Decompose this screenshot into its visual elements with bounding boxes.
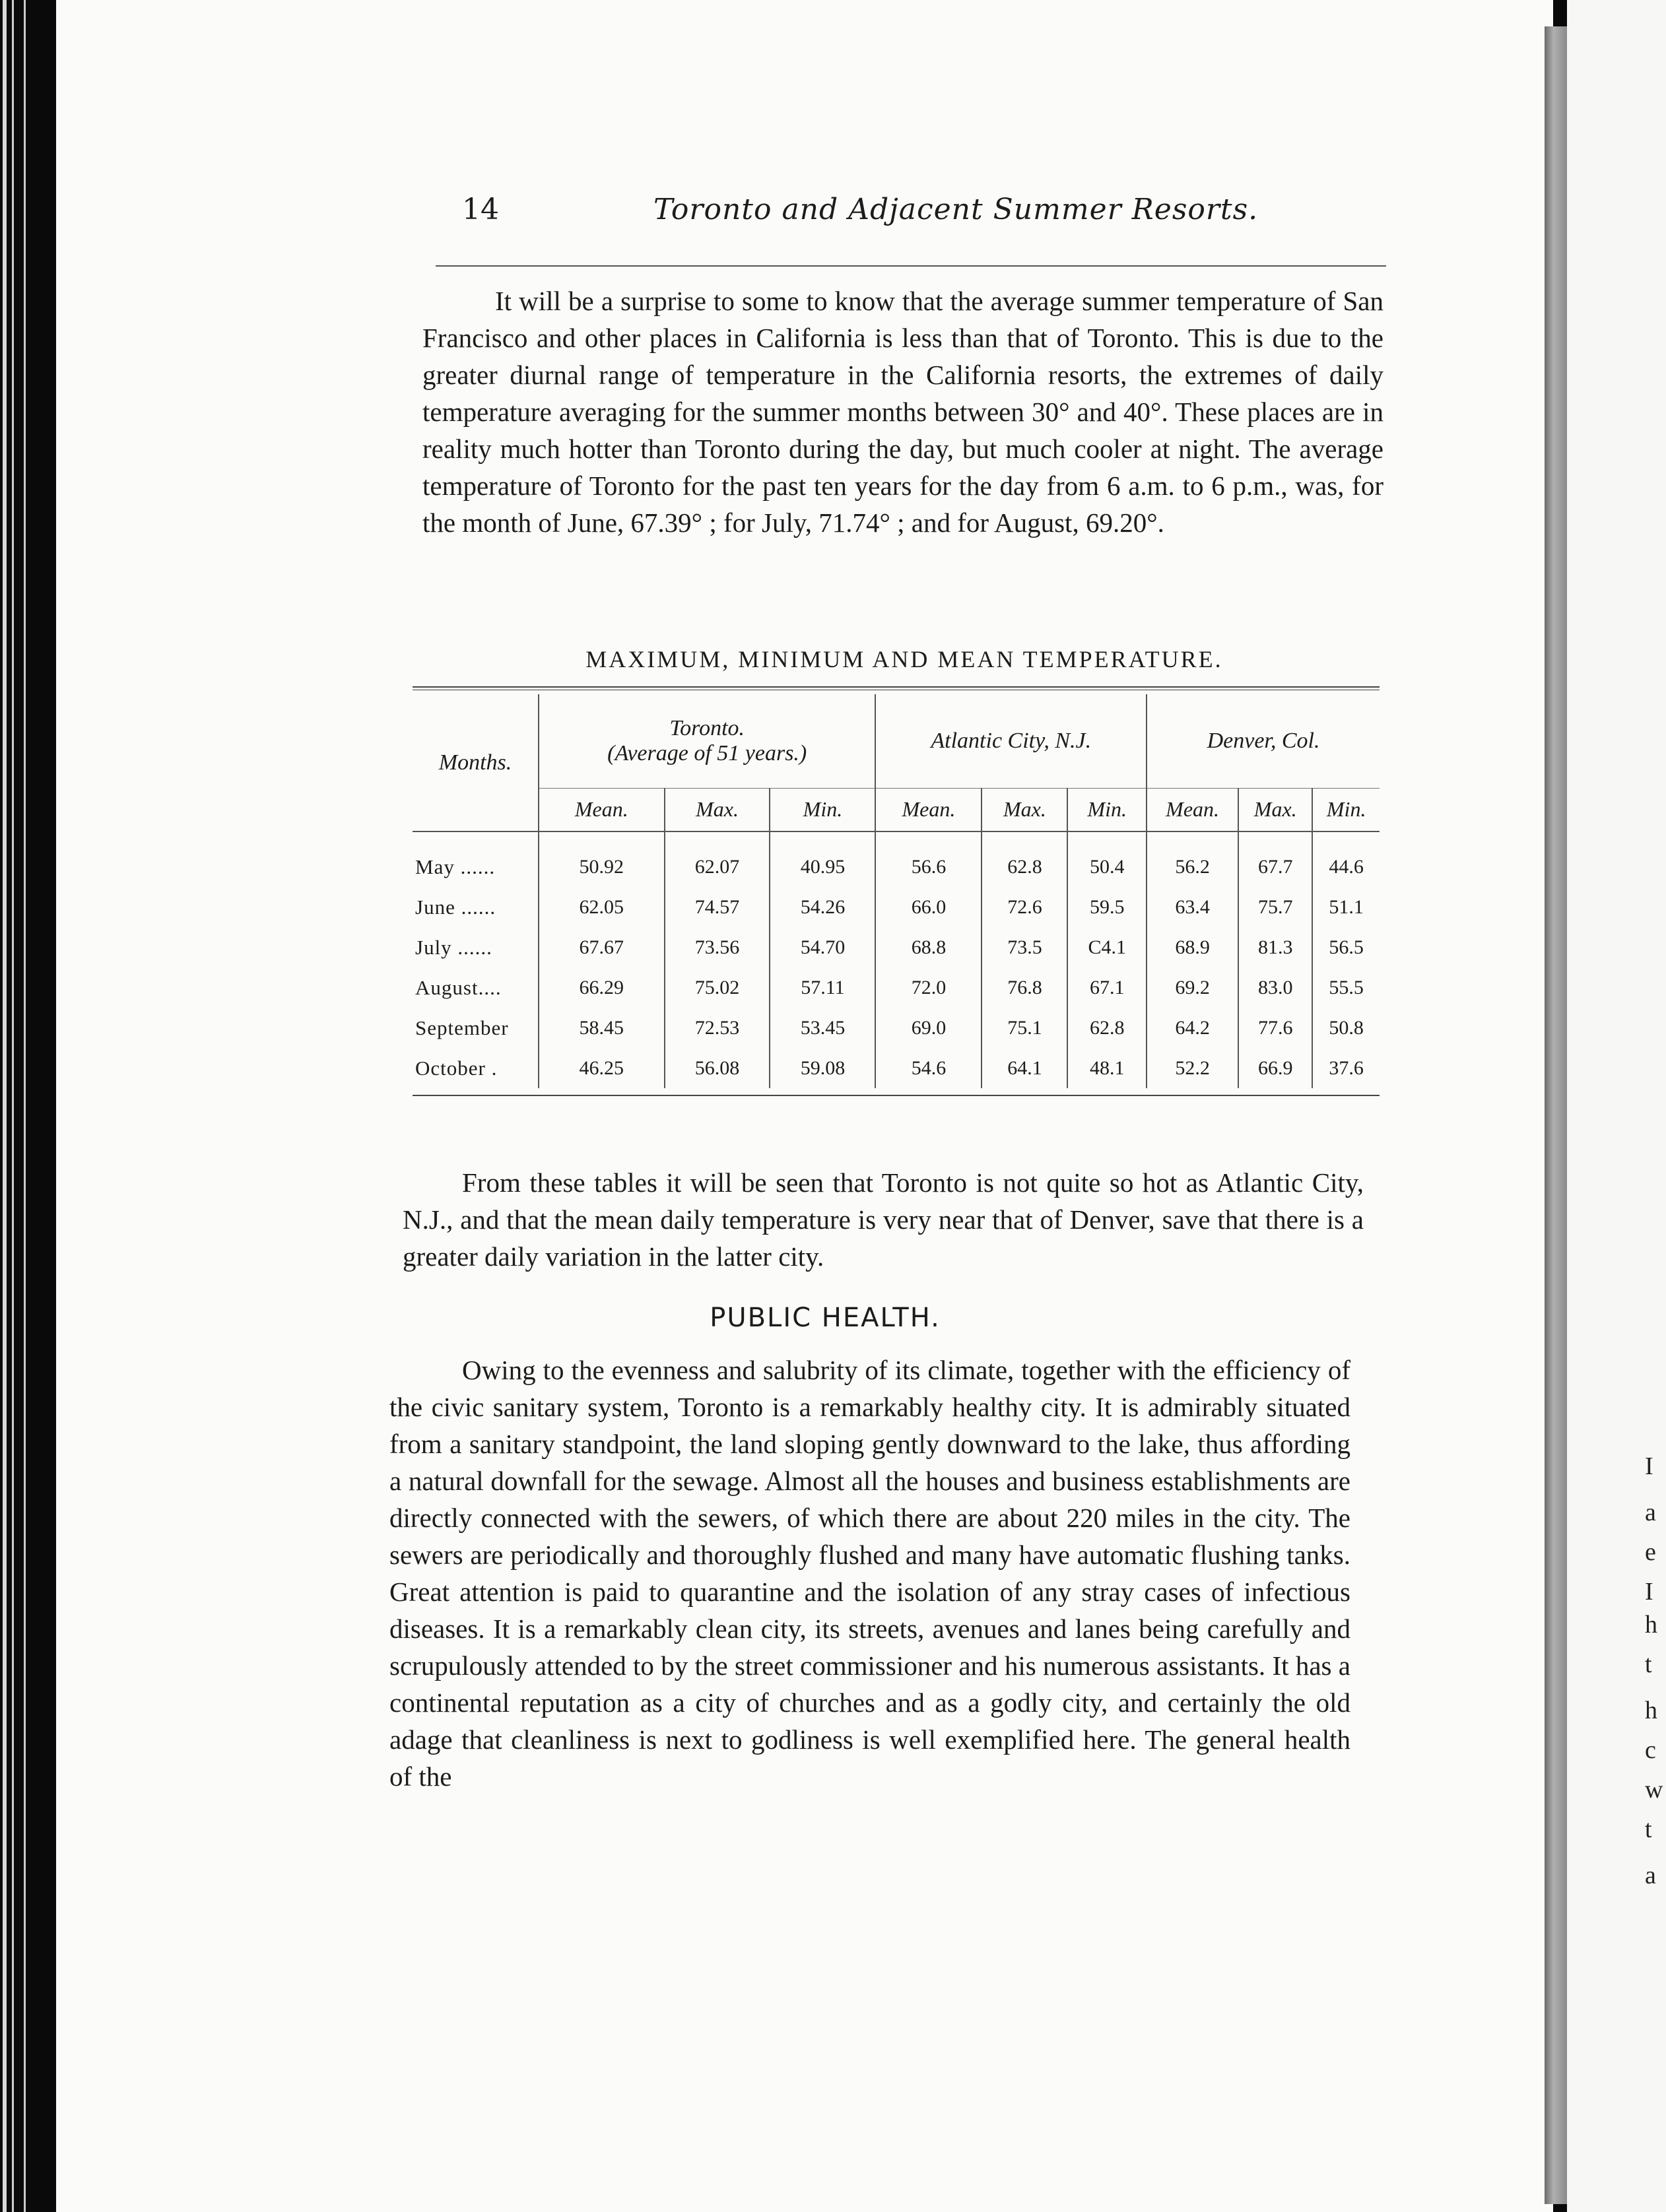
running-title: Toronto and Adjacent Summer Resorts. <box>653 193 1259 226</box>
value-cell: 62.8 <box>1067 1008 1147 1048</box>
value-cell: 72.53 <box>665 1008 770 1048</box>
page-stack-edge <box>12 0 14 2212</box>
value-cell: 72.0 <box>875 967 982 1008</box>
value-cell: 76.8 <box>982 967 1067 1008</box>
value-cell: 56.6 <box>875 831 982 887</box>
value-cell: 74.57 <box>665 887 770 927</box>
value-cell: 50.8 <box>1312 1008 1380 1048</box>
adjacent-page-glyph: a <box>1645 1862 1656 1889</box>
value-cell: 55.5 <box>1312 967 1380 1008</box>
value-cell: 56.2 <box>1147 831 1238 887</box>
months-header: Months. <box>413 694 539 831</box>
value-cell: C4.1 <box>1067 927 1147 967</box>
value-cell: 67.67 <box>539 927 665 967</box>
intro-paragraph: It will be a surprise to some to know that the average summer temperature of San Francisco and other places in California is less than that of Toronto. This is due to the greater diurnal range of temperature in the California resorts, the extremes of daily temperature averaging for the summer months between 30° and 40°. These places are in reality much hotter than Toronto during the day, but much cooler at night. The average temperature of Toronto for the past ten years for the day from 6 a.m. to 6 p.m., was, for the month of June, 67.39° ; for July, 71.74° ; and for August, 69.20°. <box>422 286 1383 538</box>
page-stack-edge <box>3 0 7 2212</box>
sub-header-row <box>413 788 1380 831</box>
value-cell: 37.6 <box>1312 1048 1380 1088</box>
value-cell: 44.6 <box>1312 831 1380 887</box>
value-cell: 66.9 <box>1238 1048 1312 1088</box>
value-cell: 73.56 <box>665 927 770 967</box>
column-header: Mean. <box>539 788 665 831</box>
group-note: (Average of 51 years.) <box>607 740 807 765</box>
group-name: Atlantic City, N.J. <box>931 728 1092 753</box>
table-row <box>413 1008 1380 1048</box>
value-cell: 75.7 <box>1238 887 1312 927</box>
value-cell: 63.4 <box>1147 887 1238 927</box>
column-header: Max. <box>665 788 770 831</box>
value-cell: 54.26 <box>770 887 875 927</box>
table-row <box>413 1048 1380 1088</box>
page-number: 14 <box>462 193 499 226</box>
month-cell: June ...... <box>415 895 496 919</box>
value-cell: 67.1 <box>1067 967 1147 1008</box>
adjacent-page-glyph: h <box>1645 1611 1657 1639</box>
adjacent-page-glyph: e <box>1645 1538 1656 1566</box>
value-cell: 67.7 <box>1238 831 1312 887</box>
column-header: Min. <box>770 788 875 831</box>
value-cell: 56.5 <box>1312 927 1380 967</box>
adjacent-page-glyph: t <box>1645 1815 1652 1843</box>
table-row <box>413 927 1380 967</box>
denver-group-header <box>1147 694 1380 788</box>
atlantic-city-group-header <box>875 694 1147 788</box>
value-cell: 52.2 <box>1147 1048 1238 1088</box>
column-header: Min. <box>1067 788 1147 831</box>
value-cell: 64.1 <box>982 1048 1067 1088</box>
value-cell: 81.3 <box>1238 927 1312 967</box>
value-cell: 68.8 <box>875 927 982 967</box>
value-cell: 62.07 <box>665 831 770 887</box>
comparison-paragraph: From these tables it will be seen that Toronto is not quite so hot as Atlantic City, N.J., and that the mean daily temperature is very near that of Denver, save that there is a greater daily variation in the latter city. <box>403 1167 1364 1272</box>
value-cell: 56.08 <box>665 1048 770 1088</box>
section-heading: PUBLIC HEALTH. <box>710 1303 941 1333</box>
value-cell: 57.11 <box>770 967 875 1008</box>
table-top-rule <box>413 686 1380 690</box>
book-spine <box>1545 26 1567 2204</box>
temperature-table <box>413 686 1380 1096</box>
value-cell: 54.6 <box>875 1048 982 1088</box>
page-header <box>462 193 1386 232</box>
month-cell: October . <box>415 1056 498 1080</box>
page-stack-edge <box>24 0 26 2212</box>
adjacent-page-glyph: I <box>1645 1452 1653 1480</box>
value-cell: 48.1 <box>1067 1048 1147 1088</box>
value-cell: 73.5 <box>982 927 1067 967</box>
table-row <box>413 831 1380 887</box>
month-cell: July ...... <box>415 935 492 959</box>
value-cell: 58.45 <box>539 1008 665 1048</box>
toronto-group-header <box>539 694 875 788</box>
value-cell: 75.02 <box>665 967 770 1008</box>
month-cell: May ...... <box>415 855 496 878</box>
table-row <box>413 887 1380 927</box>
table-body <box>413 831 1380 1088</box>
group-name: Toronto. <box>669 715 745 740</box>
value-cell: 50.92 <box>539 831 665 887</box>
adjacent-page-glyph: c <box>1645 1736 1656 1764</box>
adjacent-page-glyph: h <box>1645 1697 1657 1724</box>
value-cell: 66.0 <box>875 887 982 927</box>
column-header: Min. <box>1312 788 1380 831</box>
value-cell: 59.5 <box>1067 887 1147 927</box>
value-cell: 51.1 <box>1312 887 1380 927</box>
column-header: Mean. <box>1147 788 1238 831</box>
value-cell: 68.9 <box>1147 927 1238 967</box>
value-cell: 40.95 <box>770 831 875 887</box>
table-title: MAXIMUM, MINIMUM AND MEAN TEMPERATURE. <box>585 646 1223 672</box>
value-cell: 59.08 <box>770 1048 875 1088</box>
value-cell: 69.2 <box>1147 967 1238 1008</box>
public-health-paragraph: Owing to the evenness and salubrity of its climate, together with the efficiency of the civic sanitary system, Toronto is a remarkably healthy city. It is admirably situated from a sanitary standpoint, the land sloping gently downward to the lake, thus affording a natural downfall for the sewage. Almost all the houses and business establishments are directly connected with the sewers, of which there are about 220 miles in the city. The sewers are periodically and thoroughly flushed and many have automatic flushing tanks. Great attention is paid to quarantine and the isolation of any stray cases of infectious diseases. It is a remarkably clean city, its streets, avenues and lanes being carefully and scrupulously attended to by the street commissioner and his numerous assistants. It has a continental reputation as a city of churches and as a godly city, and certainly the old adage that cleanliness is next to godliness is well exemplified here. The general health of the <box>389 1355 1350 1792</box>
adjacent-page-glyph: I <box>1645 1578 1653 1606</box>
value-cell: 72.6 <box>982 887 1067 927</box>
value-cell: 53.45 <box>770 1008 875 1048</box>
column-header: Max. <box>1238 788 1312 831</box>
adjacent-page-glyph: a <box>1645 1499 1656 1526</box>
header-rule <box>436 265 1386 267</box>
value-cell: 46.25 <box>539 1048 665 1088</box>
value-cell: 62.05 <box>539 887 665 927</box>
value-cell: 64.2 <box>1147 1008 1238 1048</box>
table-bottom-rule <box>413 1095 1380 1096</box>
value-cell: 66.29 <box>539 967 665 1008</box>
adjacent-page-glyph: t <box>1645 1650 1652 1678</box>
column-header: Max. <box>982 788 1067 831</box>
value-cell: 69.0 <box>875 1008 982 1048</box>
value-cell: 54.70 <box>770 927 875 967</box>
value-cell: 83.0 <box>1238 967 1312 1008</box>
value-cell: 62.8 <box>982 831 1067 887</box>
month-cell: September <box>415 1016 509 1039</box>
adjacent-page-glyph: w <box>1645 1776 1663 1804</box>
value-cell: 77.6 <box>1238 1008 1312 1048</box>
value-cell: 75.1 <box>982 1008 1067 1048</box>
value-cell: 50.4 <box>1067 831 1147 887</box>
month-cell: August.... <box>415 975 502 999</box>
table-row <box>413 967 1380 1008</box>
group-name: Denver, Col. <box>1207 728 1320 753</box>
column-header: Mean. <box>875 788 982 831</box>
